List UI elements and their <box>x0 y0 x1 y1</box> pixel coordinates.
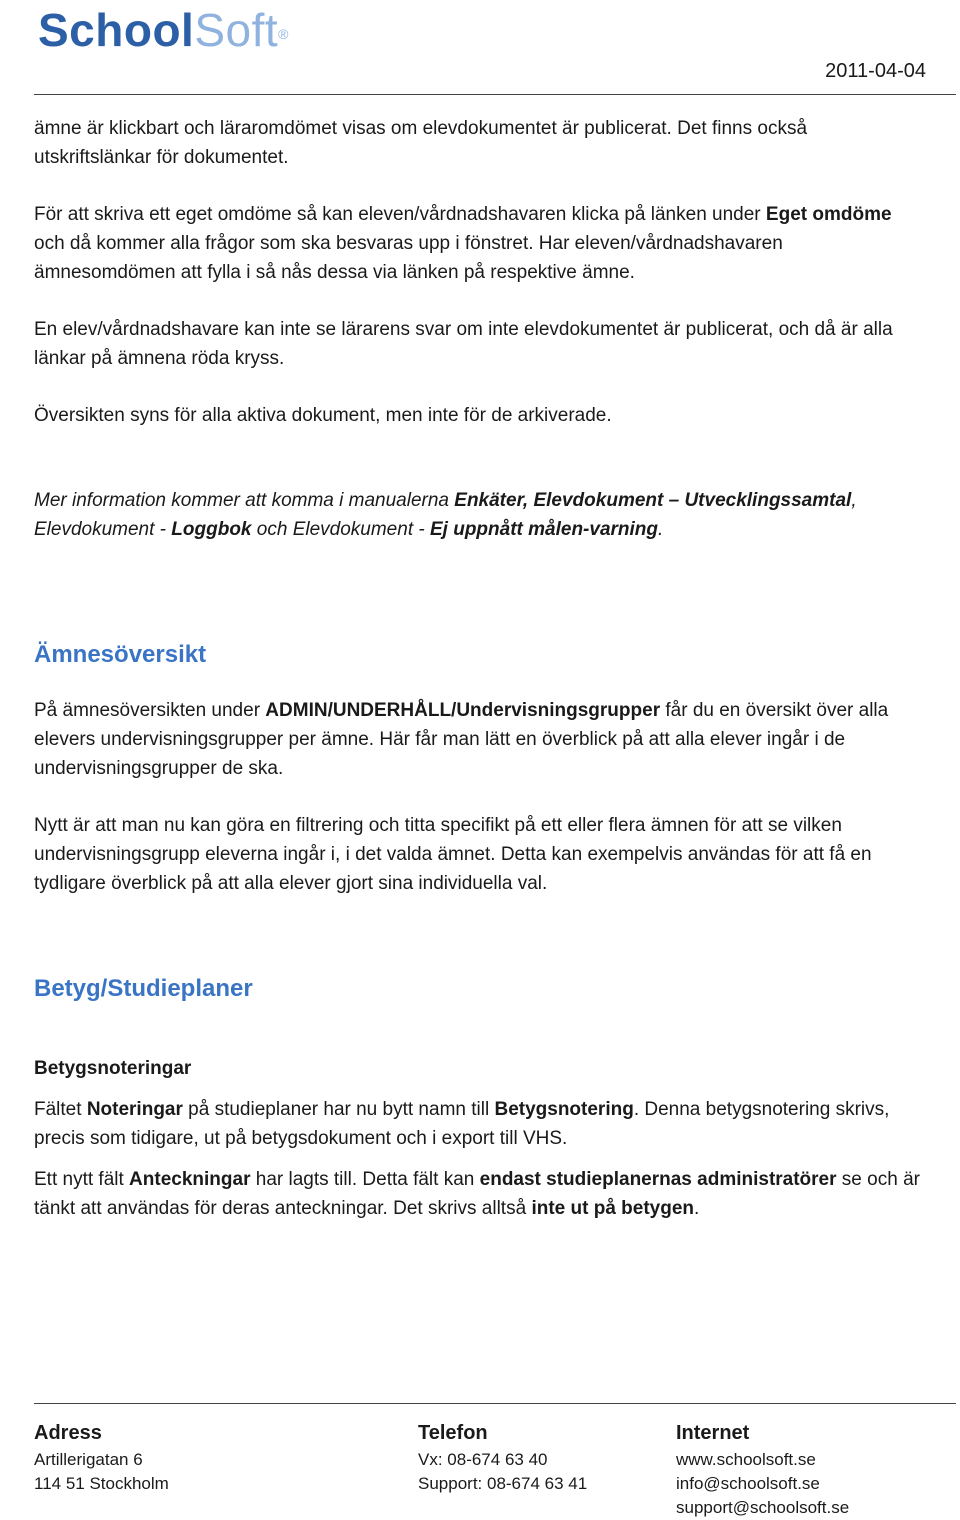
text: se och är tänkt att användas för deras anteckningar. Det skrivs alltså <box>34 1169 920 1219</box>
bold-noteringar: Noteringar <box>86 1099 183 1120</box>
text: . <box>658 519 664 540</box>
paragraph-oversikten: Översikten syns för alla aktiva dokument, men inte för de arkiverade. <box>34 405 612 426</box>
text: Fältet <box>34 1099 87 1120</box>
text: , Elevdokument - <box>34 490 857 540</box>
footer-address-street: Artillerigatan 6 <box>34 1450 143 1469</box>
schoolsoft-logo <box>38 2 289 58</box>
footer-phone-heading: Telefon <box>418 1422 488 1444</box>
paragraph-publicerat: En elev/vårdnadshavare kan inte se lärarens svar om inte elevdokumentet är publicerat, och då är alla länkar på ämnena röda kryss. <box>34 319 893 369</box>
footer-info-email-link[interactable]: info@schoolsoft.se <box>676 1474 820 1493</box>
logo-registered-mark: ® <box>278 26 289 42</box>
text: . Denna betygsnotering skrivs, precis som tidigare, ut på betygsdokument och i export till VHS. <box>34 1099 890 1149</box>
bold-administratorer: endast studieplanernas administratörer <box>479 1169 837 1190</box>
footer-address-city: 114 51 Stockholm <box>34 1474 169 1493</box>
document-date: 2011-04-04 <box>825 60 926 82</box>
paragraph-mer-information <box>34 486 926 544</box>
paragraph-intro-line2: utskriftslänkar för dokumentet. <box>34 147 289 168</box>
footer-support-email-link[interactable]: support@schoolsoft.se <box>676 1498 850 1517</box>
paragraph-amnesoversikt-1 <box>34 696 926 783</box>
text: Mer information kommer att komma i manualerna <box>34 490 455 511</box>
text: får du en översikt över alla elevers undervisningsgrupper per ämne. Här får man lätt en överblick på att alla elever ingår i de undervisningsgrupper de ska. <box>34 700 889 779</box>
footer-phone <box>418 1418 587 1496</box>
bold-manual-varning: Ej uppnått målen-varning <box>429 519 659 540</box>
footer-address <box>34 1418 169 1496</box>
text: På ämnesöversikten under <box>34 700 266 721</box>
text: . <box>694 1198 700 1219</box>
bold-inte-ut-pa-betygen: inte ut på betygen <box>531 1198 695 1219</box>
text: Ett nytt fält <box>34 1169 130 1190</box>
bold-admin-path: ADMIN/UNDERHÅLL/Undervisningsgrupper <box>265 700 661 721</box>
bold-eget-omdome: Eget omdöme <box>765 204 892 225</box>
bold-anteckningar: Anteckningar <box>129 1169 251 1190</box>
document-body <box>34 114 926 1223</box>
text: på studieplaner har nu bytt namn till <box>182 1099 495 1120</box>
header-divider <box>34 94 956 95</box>
bold-betygsnotering: Betygsnotering <box>494 1099 634 1120</box>
logo-soft: Soft <box>194 4 279 56</box>
heading-betyg-studieplaner: Betyg/Studieplaner <box>34 975 253 1002</box>
bold-manual-loggbok: Loggbok <box>171 519 252 540</box>
heading-amnesoversikt: Ämnesöversikt <box>34 641 207 668</box>
footer-address-heading: Adress <box>34 1422 102 1444</box>
paragraph-eget-omdome <box>34 200 926 287</box>
text: och Elevdokument - <box>251 519 430 540</box>
paragraph-amnesoversikt-2: Nytt är att man nu kan göra en filtrering och titta specifikt på ett eller flera ämnen för att se vilken undervisningsgrupp eleverna ingår i, i det valda ämnet. Detta kan exempelvis användas för att få en tydligare överblick på att alla elever gjort sina individuella val. <box>34 815 872 894</box>
text: och då kommer alla frågor som ska besvaras upp i fönstret. Har eleven/vårdnadshavaren ämnesomdömen att fylla i så nås dessa via länken på respektive ämne. <box>34 233 783 283</box>
footer-website-link[interactable]: www.schoolsoft.se <box>676 1450 816 1469</box>
paragraph-anteckningar <box>34 1165 926 1223</box>
footer-divider <box>34 1403 956 1404</box>
bold-manual-enkater: Enkäter, Elevdokument – Utvecklingssamtal <box>454 490 852 511</box>
footer-phone-support: Support: 08-674 63 41 <box>418 1474 588 1493</box>
paragraph-intro-line1: ämne är klickbart och läraromdömet visas om elevdokumentet är publicerat. Det finns också <box>34 118 808 139</box>
paragraph-betygsnotering <box>34 1095 926 1153</box>
text: För att skriva ett eget omdöme så kan eleven/vårdnadshavaren klicka på länken under <box>34 204 766 225</box>
paragraph-intro <box>34 114 926 172</box>
text: har lagts till. Detta fält kan <box>250 1169 480 1190</box>
logo-school: School <box>38 4 195 56</box>
footer-internet-heading: Internet <box>676 1422 750 1444</box>
footer-phone-switchboard: Vx: 08-674 63 40 <box>418 1450 548 1469</box>
heading-betygsnoteringar: Betygsnoteringar <box>34 1058 192 1079</box>
footer-internet <box>676 1418 849 1520</box>
